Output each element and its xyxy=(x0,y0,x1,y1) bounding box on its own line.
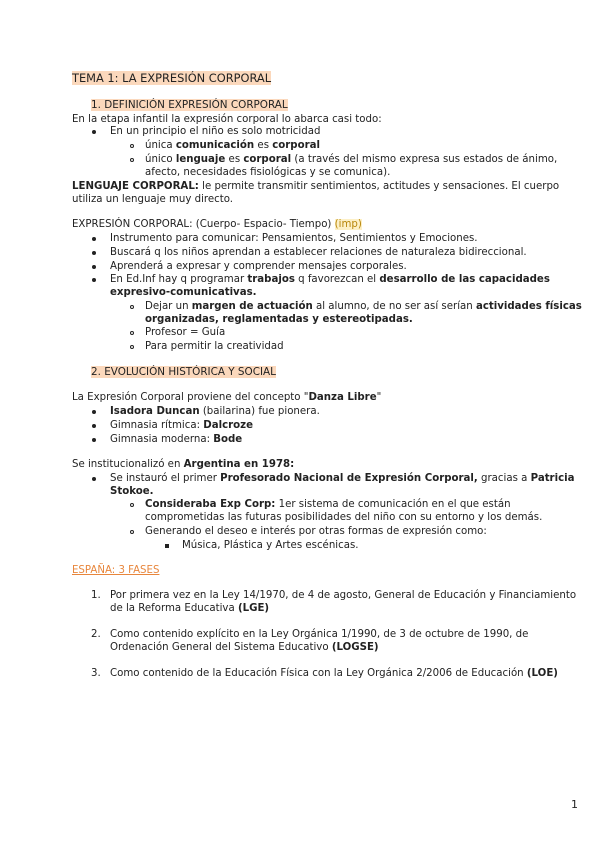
list-item: única comunicación es corporal xyxy=(145,140,320,151)
bullet-circle xyxy=(130,331,134,335)
importance-tag: (imp) xyxy=(334,219,362,230)
bullet-dot xyxy=(92,251,96,255)
list-item: En un principio el niño es solo motricidad xyxy=(110,126,321,137)
list-item: Isadora Duncan (bailarina) fue pionera. xyxy=(110,406,320,417)
expresion-corporal-heading: EXPRESIÓN CORPORAL: (Cuerpo- Espacio- Tiempo) (imp) xyxy=(72,219,362,230)
paragraph: Se institucionalizó en Argentina en 1978: xyxy=(72,459,295,470)
list-item: Gimnasia rítmica: Dalcroze xyxy=(110,420,253,431)
lenguaje-corporal-paragraph: LENGUAJE CORPORAL: le permite transmitir sentimientos, actitudes y sensaciones. El cuerpo xyxy=(72,181,560,192)
bullet-square xyxy=(165,544,169,548)
list-item: En Ed.Inf hay q programar trabajos q favorezcan el desarrollo de las capacidades xyxy=(110,274,550,285)
list-item: Consideraba Exp Corp: 1er sistema de comunicación en el que están xyxy=(145,499,511,510)
bullet-circle xyxy=(130,144,134,148)
bullet-circle xyxy=(130,345,134,349)
bullet-circle xyxy=(130,158,134,162)
list-item-continued: de la Reforma Educativa (LGE) xyxy=(110,603,270,614)
list-item: único lenguaje es corporal (a través del mismo expresa sus estados de ánimo, xyxy=(145,154,558,165)
section-2-heading: 2. EVOLUCIÓN HISTÓRICA Y SOCIAL xyxy=(91,366,276,378)
paragraph: La Expresión Corporal proviene del concepto "Danza Libre" xyxy=(72,392,382,403)
list-number: 3. xyxy=(91,668,101,679)
list-number: 2. xyxy=(91,629,101,640)
bullet-dot xyxy=(92,424,96,428)
list-item: Gimnasia moderna: Bode xyxy=(110,434,243,445)
page-number: 1 xyxy=(571,798,578,811)
bullet-circle xyxy=(130,305,134,309)
bullet-dot xyxy=(92,438,96,442)
bullet-dot xyxy=(92,237,96,241)
bullet-circle xyxy=(130,503,134,507)
bullet-dot xyxy=(92,265,96,269)
list-item: Música, Plástica y Artes escénicas. xyxy=(182,540,359,551)
list-item-continued: Stokoe. xyxy=(110,486,154,497)
list-item: Instrumento para comunicar: Pensamientos, Sentimientos y Emociones. xyxy=(110,233,478,244)
list-item: Por primera vez en la Ley 14/1970, de 4 de agosto, General de Educación y Financiamiento xyxy=(110,590,577,601)
list-item: Profesor = Guía xyxy=(145,327,226,338)
list-item: Buscará q los niños aprendan a establecer relaciones de naturaleza bidireccional. xyxy=(110,247,527,258)
list-item-continued: comprometidas las futuras posibilidades del niño con su entorno y los demás. xyxy=(145,512,543,523)
list-item: Aprenderá a expresar y comprender mensajes corporales. xyxy=(110,261,407,272)
list-item: Para permitir la creatividad xyxy=(145,341,284,352)
bullet-dot xyxy=(92,278,96,282)
bullet-dot xyxy=(92,130,96,134)
section-1-heading: 1. DEFINICIÓN EXPRESIÓN CORPORAL xyxy=(91,99,288,111)
list-item-continued: afecto, necesidades fisiológicas y se comunica). xyxy=(145,167,391,178)
list-item-continued: organizadas, reglamentadas y estereotipadas. xyxy=(145,314,413,325)
list-number: 1. xyxy=(91,590,101,601)
list-item: Generando el deseo e interés por otras formas de expresión como: xyxy=(145,526,487,537)
list-item: Como contenido de la Educación Física con la Ley Orgánica 2/2006 de Educación (LOE) xyxy=(110,668,558,679)
list-item: Dejar un margen de actuación al alumno, de no ser así serían actividades físicas xyxy=(145,301,582,312)
paragraph-continued: utiliza un lenguaje muy directo. xyxy=(72,194,234,205)
list-item-continued: expresivo-comunicativas. xyxy=(110,287,257,298)
list-item: Como contenido explícito en la Ley Orgánica 1/1990, de 3 de octubre de 1990, de xyxy=(110,629,529,640)
list-item: Se instauró el primer Profesorado Nacional de Expresión Corporal, gracias a Patricia xyxy=(110,473,575,484)
bullet-circle xyxy=(130,530,134,534)
section-1-intro: En la etapa infantil la expresión corporal lo abarca casi todo: xyxy=(72,114,382,125)
list-item-continued: Ordenación General del Sistema Educativo (LOGSE) xyxy=(110,642,379,653)
bullet-dot xyxy=(92,477,96,481)
bullet-dot xyxy=(92,410,96,414)
page-title: TEMA 1: LA EXPRESIÓN CORPORAL xyxy=(72,71,272,85)
spain-heading: ESPAÑA: 3 FASES xyxy=(72,565,160,576)
